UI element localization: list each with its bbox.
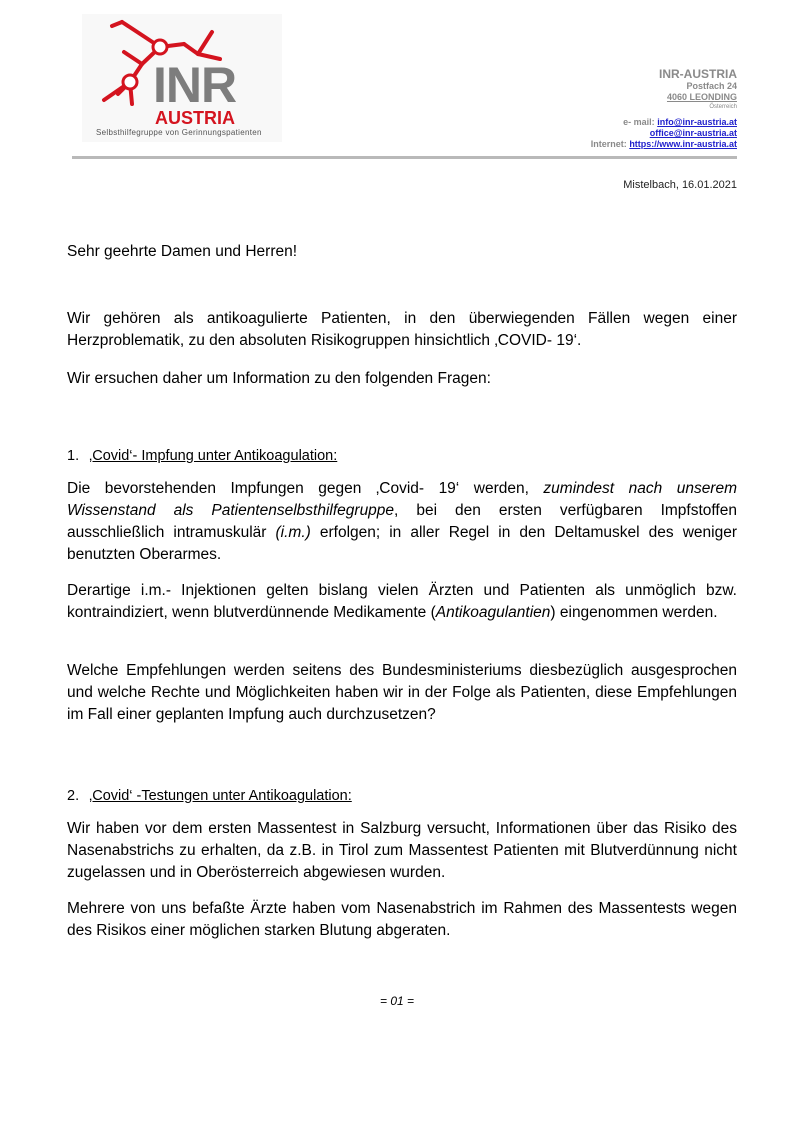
website-line	[591, 139, 737, 150]
section-2-number: 2.	[67, 788, 80, 804]
org-name: INR-AUSTRIA	[659, 67, 737, 81]
country: Österreich	[709, 104, 737, 110]
email-line-1	[591, 117, 737, 128]
section-1-paragraph-1	[67, 478, 737, 566]
email-label: e- mail:	[623, 117, 655, 127]
po-box: Postfach 24	[686, 81, 737, 91]
letterhead-address	[591, 67, 737, 150]
s1p1-text-a: Die bevorstehenden Impfungen gegen ‚Covid- 19‘ werden,	[67, 480, 544, 497]
s1p1-text-d: (i.m.)	[275, 524, 311, 541]
s1p2-text-a: Derartige i.m.- Injektionen gelten bislang vielen Ärzten und Patienten als unmöglich bzw. kontraindiziert, wenn blutverdünnende Medikamente (	[67, 582, 737, 621]
intro-question: Wir ersuchen daher um Information zu den folgenden Fragen:	[67, 370, 491, 387]
logo-subname: AUSTRIA	[155, 108, 235, 128]
section-2-title: ‚Covid‘ -Testungen unter Antikoagulation:	[89, 788, 352, 804]
intro-paragraph: Wir gehören als antikoagulierte Patienten, in den überwiegenden Fällen wegen einer Herzproblematik, zu den absoluten Risikogruppen hinsichtlich ‚COVID- 19‘.	[67, 310, 737, 349]
section-1-heading	[67, 446, 337, 466]
s1p1-text-c: , bei den ersten verfügbaren Impfstoffen ausschließlich intramuskulär	[67, 502, 737, 541]
email-link-info[interactable]: info@inr-austria.at	[657, 117, 737, 127]
logo-name: INR	[153, 57, 237, 113]
postal-city: 4060 LEONDING	[666, 92, 737, 102]
section-2-paragraph-2: Mehrere von uns befaßte Ärzte haben vom Nasenabstrich im Rahmen des Massentests wegen des Risikos einer möglichen starken Blutung abgeraten.	[67, 900, 737, 939]
section-1-paragraph-3: Welche Empfehlungen werden seitens des Bundesministeriums diesbezüglich ausgesprochen und welche Rechte und Möglichkeiten haben wir in der Folge als Patienten, diese Empfehlungen im Fall einer geplanten Impfung auch durchzusetzen?	[67, 662, 737, 723]
s1p1-text-b: zumindest nach unserem Wissenstand als Patientenselbsthilfegruppe	[67, 480, 738, 519]
page-number: = 01 =	[379, 994, 415, 1008]
s1p2-text-c: ) eingenommen werden.	[550, 604, 718, 621]
s1p1-text-e: erfolgen; in aller Regel in den Deltamuskel des weniger benutzten Oberarmes.	[67, 524, 737, 563]
s1p2-text-b: Antikoagulantien	[435, 604, 551, 621]
email-link-office[interactable]: office@inr-austria.at	[649, 128, 737, 138]
greeting: Sehr geehrte Damen und Herren!	[67, 243, 298, 260]
section-1-title: ‚Covid‘- Impfung unter Antikoagulation:	[89, 448, 338, 464]
section-1-paragraph-2	[67, 580, 737, 624]
section-1-number: 1.	[67, 448, 80, 464]
email-line-2	[591, 128, 737, 139]
letter-date: Mistelbach, 16.01.2021	[623, 179, 737, 191]
internet-label: Internet:	[590, 139, 627, 149]
website-link[interactable]: https://www.inr-austria.at	[629, 139, 737, 149]
inr-austria-logo	[82, 14, 282, 142]
header-divider	[72, 156, 737, 159]
section-2-heading	[67, 786, 352, 806]
logo-tagline: Selbsthilfegruppe von Gerinnungspatienten	[96, 128, 262, 137]
section-2-paragraph-1: Wir haben vor dem ersten Massentest in Salzburg versucht, Informationen über das Risiko des Nasenabstrichs zu erhalten, da z.B. in Tirol zum Massentest Patienten mit Blutverdünnung nicht zugelassen und in Oberösterreich abgewiesen wurden.	[67, 820, 737, 881]
